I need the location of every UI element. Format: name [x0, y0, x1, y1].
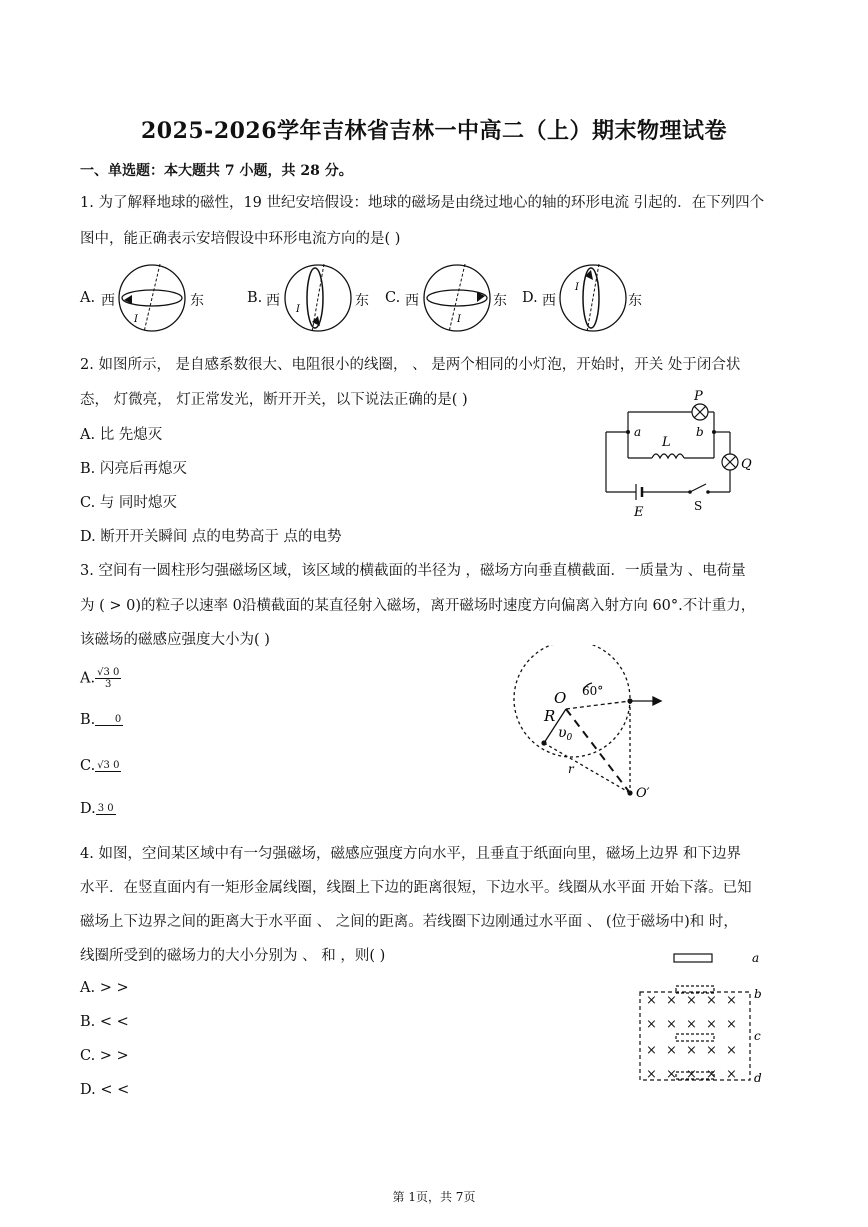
q3-label-oprime: O′: [636, 786, 650, 801]
q4-label-a: a: [752, 951, 760, 965]
q2-option-c: C. 与 同时熄灭: [80, 495, 177, 511]
field-cross-mark: ×: [646, 1067, 657, 1082]
q4-option-c: C. > >: [80, 1048, 129, 1064]
q3-option-c-num: √3 0: [97, 760, 120, 771]
q3-label-r: R: [544, 707, 556, 725]
field-cross-mark: ×: [706, 993, 717, 1008]
q1-c-west: 西: [405, 293, 419, 309]
q4-coil-field-diagram: [630, 948, 770, 1088]
field-cross-mark: ×: [666, 993, 677, 1008]
q1-line1: 1. 为了解释地球的磁性，19 世纪安培假设：地球的磁场是由绕过地心的轴的环形电流 引起的．在下列四个: [80, 195, 765, 211]
q4-option-a: A. > >: [80, 980, 129, 996]
q3-option-a-label: A.: [80, 670, 96, 687]
svg-text:I: I: [575, 282, 579, 293]
q4-line4: 线圈所受到的磁场力的大小分别为 、 和 ，则( ): [80, 948, 386, 964]
q3-label-r-small: r: [568, 762, 574, 776]
q2-label-e: E: [634, 505, 644, 518]
q1-a-west: 西: [101, 293, 115, 309]
q3-label-v0: $\upsilon_0$: [558, 725, 573, 743]
q3-option-d-label: D.: [80, 801, 96, 817]
q4-field-crosses: [646, 993, 737, 1082]
q1-option-d-label: D.: [522, 290, 538, 306]
q3-option-a: [80, 667, 121, 690]
q1-globe-a: [116, 262, 188, 334]
q1-c-east: 东: [493, 293, 507, 309]
q3-label-angle: 60°: [582, 684, 604, 698]
field-cross-mark: ×: [666, 1067, 677, 1082]
q3-line3: 该磁场的磁感应强度大小为( ): [80, 632, 270, 648]
field-cross-mark: ×: [646, 993, 657, 1008]
field-cross-mark: ×: [646, 1017, 657, 1032]
svg-text:I: I: [457, 314, 461, 325]
q3-option-b: [80, 712, 123, 728]
q2-line1: 2. 如图所示， 是自感系数很大、电阻很小的线圈， 、 是两个相同的小灯泡，开始时，开关 处于闭合状: [80, 357, 741, 373]
q1-globe-c: [421, 262, 493, 334]
q3-option-c-label: C.: [80, 758, 96, 774]
q3-option-a-num: √3 0: [97, 667, 120, 678]
q1-option-c-label: C.: [385, 290, 401, 306]
q4-label-d: d: [754, 1071, 762, 1085]
section-heading: 一、单选题：本大题共 7 小题，共 28 分。: [80, 163, 353, 179]
page-title: 2025-2026学年吉林省吉林一中高二（上）期末物理试卷: [140, 118, 728, 144]
q4-option-b: B. < <: [80, 1014, 129, 1030]
q3-option-b-label: B.: [80, 712, 96, 728]
field-cross-mark: ×: [686, 993, 697, 1008]
field-cross-mark: ×: [706, 1017, 717, 1032]
q2-label-p: P: [694, 389, 703, 404]
q3-option-d-num: 3 0: [97, 803, 114, 814]
q2-circuit-diagram: [596, 384, 766, 518]
q1-d-west: 西: [542, 293, 556, 309]
q2-option-d: D. 断开开关瞬间 点的电势高于 点的电势: [80, 529, 342, 545]
field-cross-mark: ×: [686, 1067, 697, 1082]
q1-option-a-label: A.: [80, 290, 96, 306]
q3-line1: 3. 空间有一圆柱形匀强磁场区域，该区域的横截面的半径为 ，磁场方向垂直横截面．一质量为 、电荷量: [80, 563, 746, 579]
field-cross-mark: ×: [706, 1043, 717, 1058]
field-cross-mark: ×: [726, 1017, 737, 1032]
q3-magnetic-field-diagram: [506, 645, 676, 805]
field-cross-mark: ×: [666, 1043, 677, 1058]
field-cross-mark: ×: [666, 1017, 677, 1032]
q2-label-q: Q: [741, 457, 752, 472]
q1-option-b-label: B.: [247, 290, 263, 306]
q4-line3: 磁场上下边界之间的距离大于水平面 、 之间的距离。若线圈下边刚通过水平面 、 (位于磁场中)和 时，: [80, 914, 738, 930]
page-footer: 第 1页，共 7页: [392, 1190, 476, 1204]
q3-option-b-num: 0: [95, 714, 123, 726]
q1-globe-b: [282, 262, 354, 334]
field-cross-mark: ×: [726, 1067, 737, 1082]
q2-label-s: S: [694, 499, 703, 513]
field-cross-mark: ×: [686, 1043, 697, 1058]
q2-line2: 态， 灯微亮， 灯正常发光，断开开关，以下说法正确的是( ): [80, 392, 468, 408]
q1-b-east: 东: [355, 293, 369, 309]
q2-label-b: b: [696, 425, 704, 439]
q4-label-c: c: [754, 1029, 761, 1043]
q1-a-east: 东: [190, 293, 204, 309]
q4-line1: 4. 如图，空间某区域中有一匀强磁场，磁感应强度方向水平，且垂直于纸面向里，磁场上边界 和下边界: [80, 846, 742, 862]
q1-b-west: 西: [266, 293, 280, 309]
q4-label-b: b: [754, 987, 762, 1001]
q4-line2: 水平．在竖直面内有一矩形金属线圈，线圈上下边的距离很短，下边水平。线圈从水平面 开始下落。已知: [80, 880, 752, 896]
svg-text:I: I: [134, 314, 138, 325]
field-cross-mark: ×: [706, 1067, 717, 1082]
field-cross-mark: ×: [726, 1043, 737, 1058]
q3-option-c: [80, 758, 121, 774]
q1-globe-d: [557, 262, 629, 334]
q2-label-a: a: [634, 425, 642, 439]
q3-label-o: O: [554, 689, 567, 707]
q1-line2: 图中，能正确表示安培假设中环形电流方向的是( ): [80, 231, 401, 247]
q3-option-a-den: 3: [105, 679, 112, 690]
q3-line2: 为 ( > 0)的粒子以速率 0沿横截面的某直径射入磁场，离开磁场时速度方向偏离入射方向 60°.不计重力，: [80, 598, 756, 614]
q1-d-east: 东: [628, 293, 642, 309]
q3-option-d: [80, 801, 116, 817]
field-cross-mark: ×: [646, 1043, 657, 1058]
q4-option-d: D. < <: [80, 1082, 130, 1098]
svg-text:I: I: [296, 304, 300, 315]
q2-option-a: A. 比 先熄灭: [80, 427, 163, 443]
q2-option-b: B. 闪亮后再熄灭: [80, 461, 187, 477]
field-cross-mark: ×: [726, 993, 737, 1008]
field-cross-mark: ×: [686, 1017, 697, 1032]
q2-label-l: L: [662, 435, 671, 450]
